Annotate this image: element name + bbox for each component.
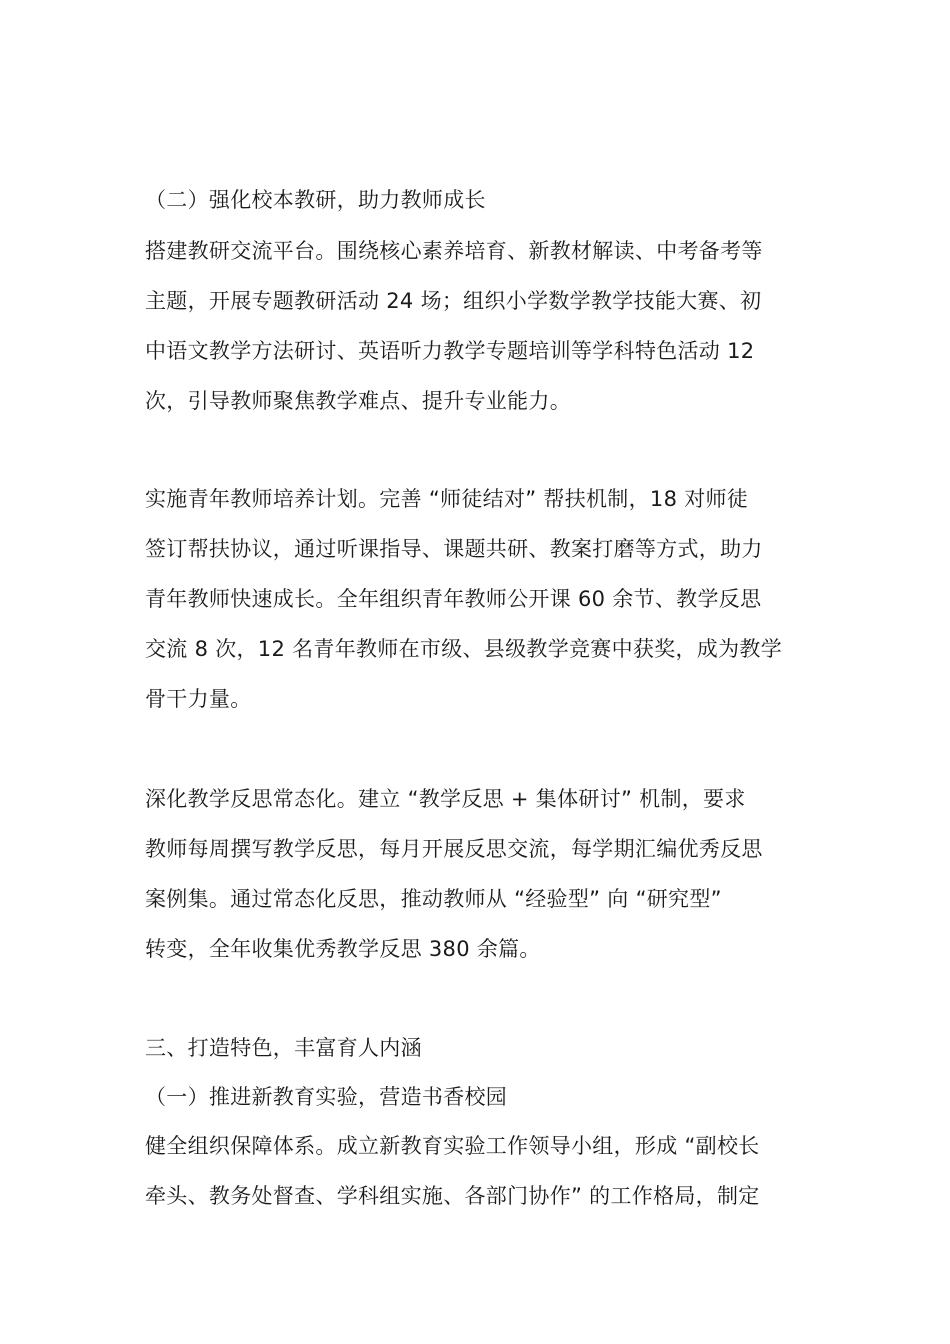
paragraph-line: 搭建教研交流平台。围绕核心素养培育、新教材解读、中考备考等 — [145, 239, 763, 263]
paragraph-line: 深化教学反思常态化。建立 “教学反思 + 集体研讨” 机制，要求 — [145, 787, 746, 811]
paragraph-line: 次，引导教师聚焦教学难点、提升专业能力。 — [145, 389, 571, 413]
section-heading-3-1: （一）推进新教育实验，营造书香校园 — [145, 1085, 508, 1109]
paragraph-line: 实施青年教师培养计划。完善 “师徒结对” 帮扶机制，18 对师徒 — [145, 487, 749, 511]
paragraph-line: 中语文教学方法研讨、英语听力教学专题培训等学科特色活动 12 — [145, 339, 755, 363]
paragraph-line: 交流 8 次，12 名青年教师在市级、县级教学竞赛中获奖，成为教学 — [145, 637, 783, 661]
paragraph-line: 签订帮扶协议，通过听课指导、课题共研、教案打磨等方式，助力 — [145, 537, 763, 561]
paragraph-line: 牵头、教务处督查、学科组实施、各部门协作” 的工作格局，制定 — [145, 1184, 760, 1208]
paragraph-line: 青年教师快速成长。全年组织青年教师公开课 60 余节、教学反思 — [145, 587, 762, 611]
paragraph-line: 案例集。通过常态化反思，推动教师从 “经验型” 向 “研究型” — [145, 887, 722, 911]
paragraph-line: 健全组织保障体系。成立新教育实验工作领导小组，形成 “副校长 — [145, 1134, 760, 1158]
paragraph-line: 教师每周撰写教学反思，每月开展反思交流，每学期汇编优秀反思 — [145, 837, 763, 861]
section-heading-3: 三、打造特色，丰富育人内涵 — [145, 1036, 422, 1060]
paragraph-line: 主题，开展专题教研活动 24 场；组织小学数学教学技能大赛、初 — [145, 289, 762, 313]
paragraph-line: 骨干力量。 — [145, 687, 252, 711]
section-heading-2: （二）强化校本教研，助力教师成长 — [145, 188, 486, 212]
paragraph-line: 转变，全年收集优秀教学反思 380 余篇。 — [145, 937, 541, 961]
